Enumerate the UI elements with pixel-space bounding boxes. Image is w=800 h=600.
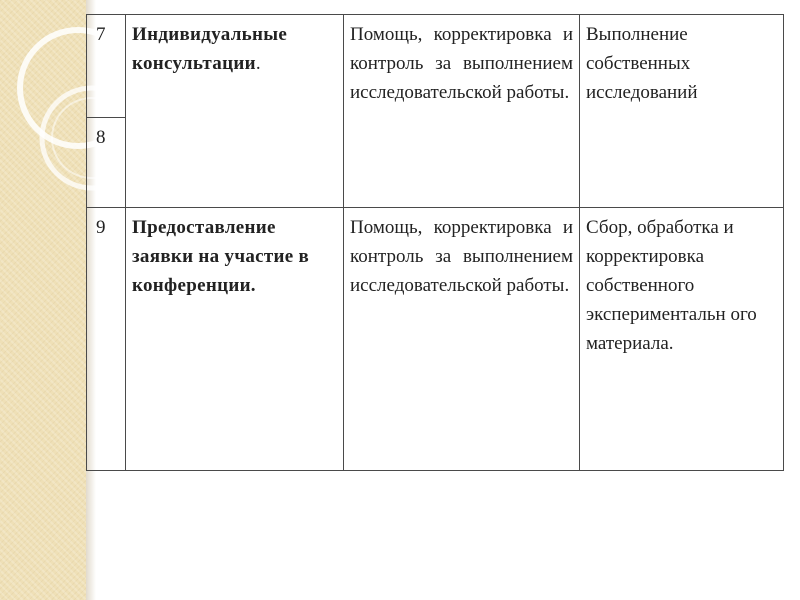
schedule-table: [86, 14, 784, 471]
teacher-activity-cell: Помощь, корректировка и контроль за выполнением исследовательской работы.: [344, 15, 580, 208]
event-title: Индивидуальные консультации: [132, 24, 288, 74]
table-row: [87, 208, 784, 471]
student-activity-cell: Выполнение собственных исследований: [580, 15, 784, 208]
row-number: 8: [87, 118, 126, 208]
student-activity-cell: Сбор, обработка и корректировка собственного экспериментальн ого материала.: [580, 208, 784, 471]
table-row: [87, 15, 784, 118]
event-cell: Предоставление заявки на участие в конференции.: [126, 208, 344, 471]
row-number: 7: [87, 15, 126, 118]
teacher-activity-cell: Помощь, корректировка и контроль за выполнением исследовательской работы.: [344, 208, 580, 471]
event-cell: [126, 15, 344, 208]
row-number: 9: [87, 208, 126, 471]
event-title-tail: .: [255, 53, 261, 74]
